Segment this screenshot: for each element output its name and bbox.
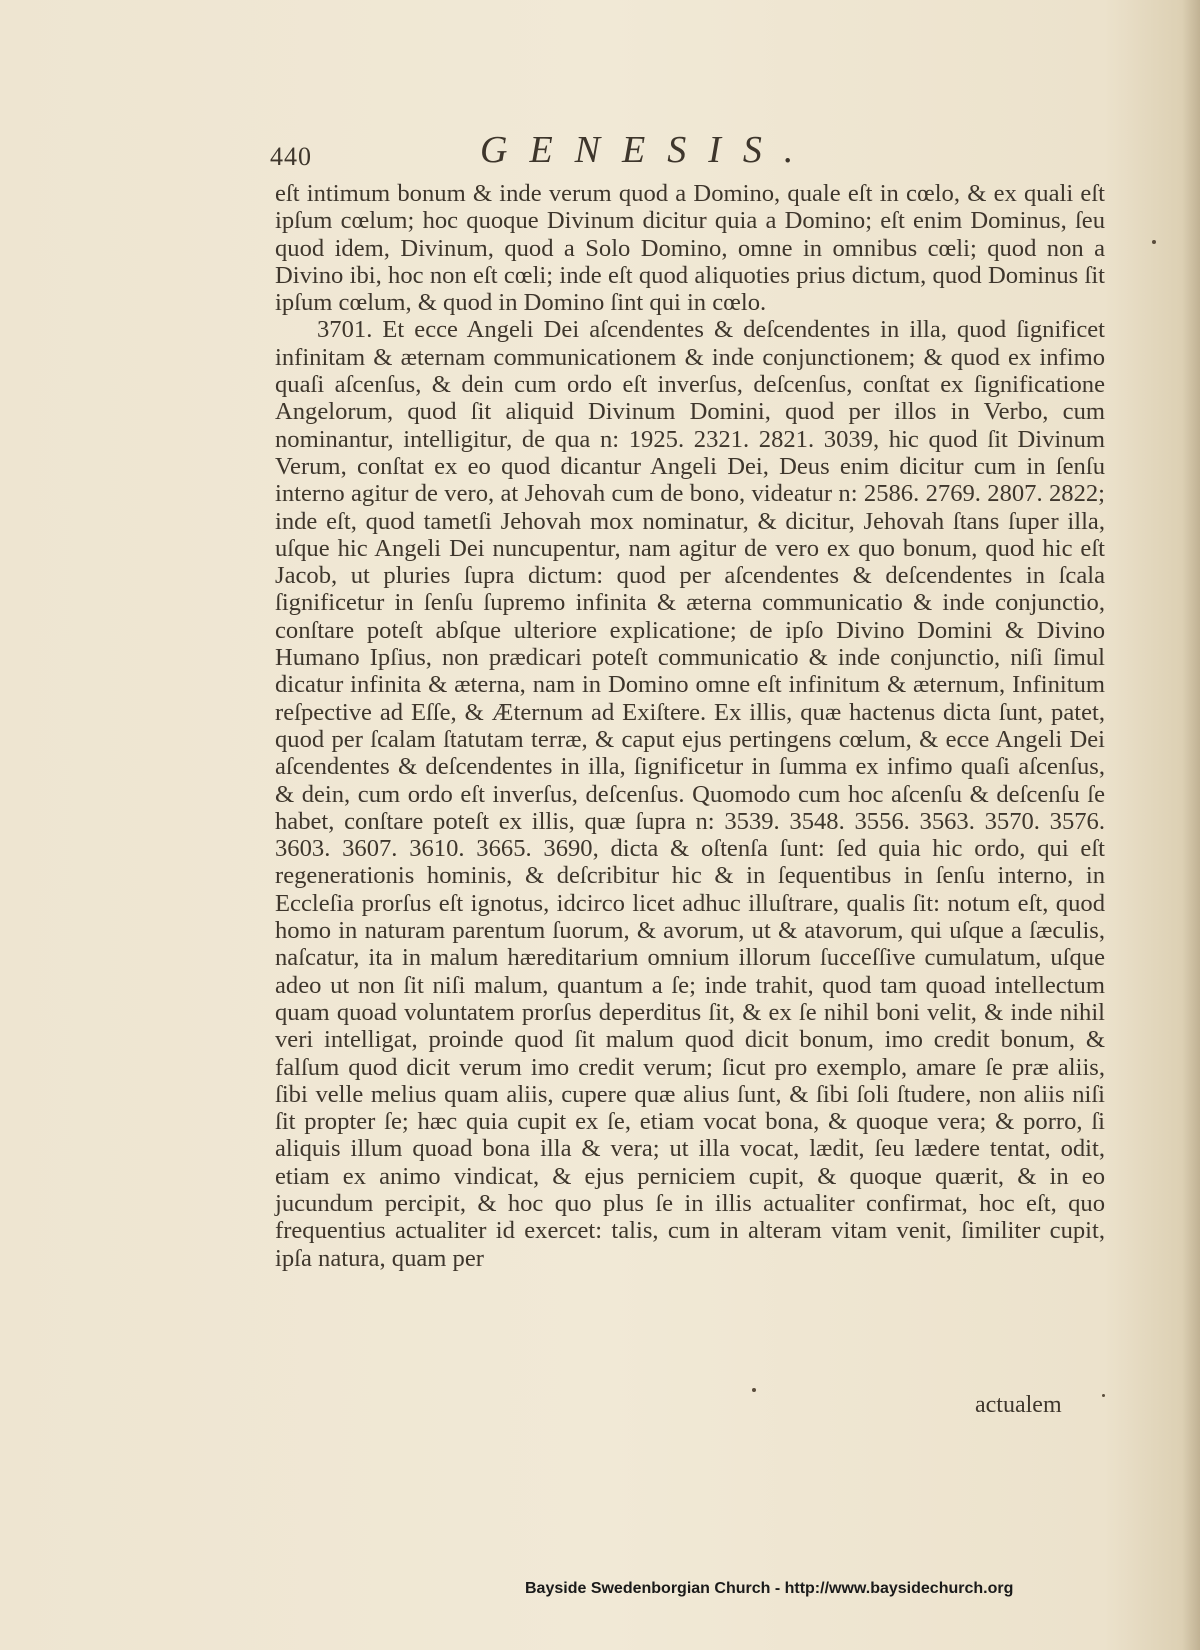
ink-speck (1152, 240, 1156, 244)
paragraph: 3701. Et ecce Angeli Dei aſcendentes & deſcendentes in illa, quod ſignificet infinitam & æternam communicationem & inde conjunctionem; & quod ex infimo quaſi aſcenſus, & dein cum ordo eſt inverſus, deſcenſus, conſtat ex ſignificatione Angelorum, quod ſit aliquid Divinum Domini, quod per illos in Verbo, cum nominantur, intelligitur, de qua n: 1925. 2321. 2821. 3039, hic quod ſit Divinum Verum, conſtat ex eo quod dicantur Angeli Dei, Deus enim dicitur cum in ſenſu interno agitur de vero, at Jehovah cum de bono, videatur n: 2586. 2769. 2807. 2822; inde eſt, quod tametſi Jehovah mox nominatur, & dicitur, Jehovah ſtans ſuper illa, uſque hic Angeli Dei nuncupentur, nam agitur de vero ex quo bonum, quod hic eſt Jacob, ut pluries ſupra dictum: quod per aſcendentes & deſcendentes in ſcala ſignificetur in ſenſu ſupremo infinita & æterna communicatio & inde conjunctio, conſtare poteſt abſque ulteriore explicatione; de ipſo Divino Domini & Divino Humano Ipſius, non prædicari poteſt communicatio & inde conjunctio, niſi ſimul dicatur infinita & æterna, nam in Domino omne eſt infinitum & æternum, Infinitum reſpective ad Eſſe, & Æternum ad Exiſtere. Ex illis, quæ hactenus dicta ſunt, patet, quod per ſcalam ſtatutam terræ, & caput ejus pertingens cœlum, & ecce Angeli Dei aſcendentes & deſcendentes in illa, ſignificetur in ſumma ex infimo quaſi aſcenſus, & dein, cum ordo eſt inverſus, deſcenſus. Quomodo cum hoc aſcenſu & deſcenſu ſe habet, conſtare poteſt ex illis, quæ ſupra n: 3539. 3548. 3556. 3563. 3570. 3576. 3603. 3607. 3610. 3665. 3690, dicta & oſtenſa ſunt: ſed quia hic ordo, qui eſt regenerationis hominis, & deſcribitur hic & in ſequentibus in ſenſu interno, in Eccleſia prorſus eſt ignotus, idcirco licet adhuc illuſtrare, qualis ſit: notum eſt, quod homo in naturam parentum ſuorum, & avorum, ut & atavorum, qui uſque a ſæculis, naſcatur, ita in malum hæreditarium omnium illorum ſucceſſive cumulatum, uſque adeo ut non ſit niſi malum, quantum a ſe; inde trahit, quod tam quoad intellectum quam quoad voluntatem prorſus deperditus ſit, & ex ſe nihil boni velit, & inde nihil veri intelligat, proinde quod ſit malum quod dicit bonum, imo credit bonum, & falſum quod dicit verum imo credit verum; ſicut pro exemplo, amare ſe præ aliis, ſibi velle melius quam aliis, cupere quæ alius ſunt, & ſibi ſoli ſtudere, non aliis niſi ſit propter ſe; hæc quia cupit ex ſe, etiam vocat bona, & quoque vera; & porro, ſi aliquis illum quoad bona illa & vera; ut illa vocat, lædit, ſeu lædere tentat, odit, etiam ex animo vindicat, & ejus perniciem cupit, & quoque quærit, & in eo jucundum percipit, & hoc quo plus ſe in illis actualiter confirmat, hoc eſt, quo frequentius actualiter id exercet: talis, cum in alteram vitam venit, ſimiliter cupit, ipſa natura, quam per (275, 316, 1105, 1272)
footer-credit: Bayside Swedenborgian Church - http://www.baysidechurch.org (525, 1580, 1014, 1597)
running-title: GENESIS. (480, 129, 816, 171)
paragraph: eſt intimum bonum & inde verum quod a Domino, quale eſt in cœlo, & ex quali eſt ipſum cœlum; hoc quoque Divinum dicitur quia a Domino; eſt enim Dominus, ſeu quod idem, Divinum, quod a Solo Domino, omne in omnibus cœli; quod non a Divino ibi, hoc non eſt cœli; inde eſt quod aliquoties prius dictum, quod Dominus ſit ipſum cœlum, & quod in Domino ſint qui in cœlo. (275, 180, 1105, 317)
catchword: actualem (975, 1392, 1062, 1418)
page-number: 440 (270, 142, 312, 171)
page-edge-shadow (1182, 0, 1200, 1650)
ink-speck (752, 1388, 756, 1392)
body-text (275, 180, 1105, 1272)
ink-speck (1102, 1394, 1105, 1397)
page-header (270, 128, 910, 178)
